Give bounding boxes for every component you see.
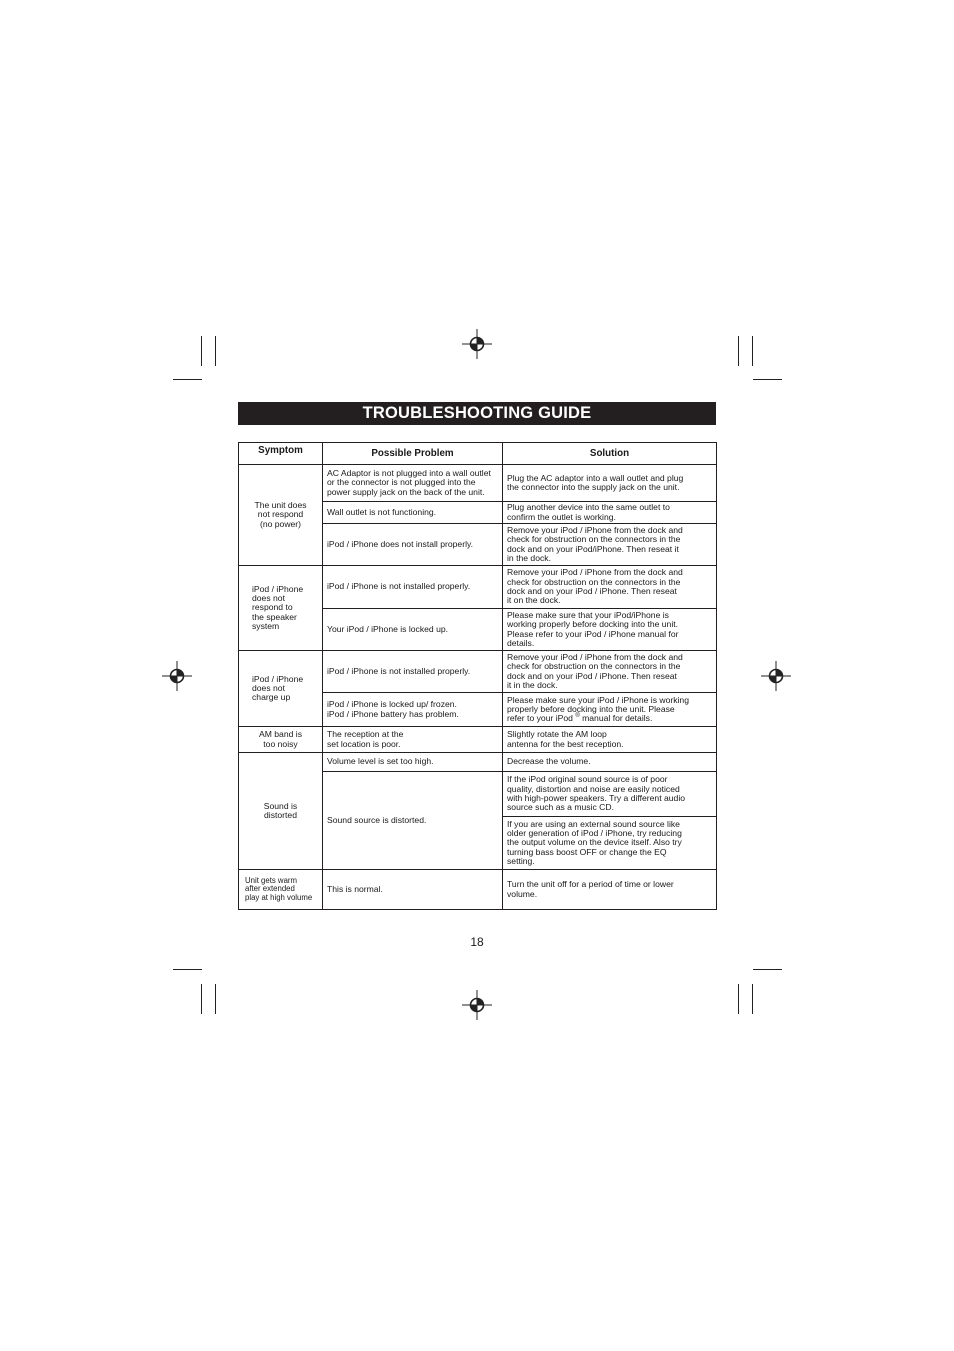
crosshair-circle-icon: [462, 329, 492, 359]
troubleshooting-table: [238, 442, 717, 910]
table-row: [239, 727, 717, 753]
header-solution: Solution: [503, 443, 717, 465]
crosshair-circle-icon: [162, 661, 192, 691]
crop-mark: [215, 336, 216, 366]
symptom-cell: iPod / iPhone does not respond to the speaker system: [239, 566, 323, 651]
problem-cell: Your iPod / iPhone is locked up.: [323, 609, 503, 651]
symptom-cell: Unit gets warm after extended play at high volume: [239, 870, 323, 910]
page-number: 18: [470, 935, 484, 949]
problem-cell: iPod / iPhone does not install properly.: [323, 524, 503, 566]
problem-cell: iPod / iPhone is locked up/ frozen. iPod / iPhone battery has problem.: [323, 693, 503, 727]
crop-mark: [215, 984, 216, 1014]
problem-cell: iPod / iPhone is not installed properly.: [323, 651, 503, 693]
crop-mark: [752, 984, 753, 1014]
solution-cell: If the iPod original sound source is of poor quality, distortion and noise are easily noticed with high-power speakers. Try a different audio source such as a music CD.: [503, 772, 717, 817]
problem-cell: AC Adaptor is not plugged into a wall outlet or the connector is not plugged into the power supply jack on the back of the unit.: [323, 465, 503, 502]
table-row: [239, 651, 717, 693]
symptom-cell: The unit does not respond (no power): [239, 465, 323, 566]
crosshair-circle-icon: [462, 990, 492, 1020]
crop-mark: [753, 379, 782, 380]
crop-mark: [173, 969, 202, 970]
problem-cell: iPod / iPhone is not installed properly.: [323, 566, 503, 609]
crop-mark: [753, 969, 782, 970]
problem-cell: This is normal.: [323, 870, 503, 910]
symptom-cell: AM band is too noisy: [239, 727, 323, 753]
solution-cell: Plug another device into the same outlet to confirm the outlet is working.: [503, 502, 717, 524]
problem-cell: Wall outlet is not functioning.: [323, 502, 503, 524]
header-possible-problem: Possible Problem: [323, 443, 503, 465]
problem-cell: The reception at the set location is poor.: [323, 727, 503, 753]
crosshair-circle-icon: [761, 661, 791, 691]
table-row: [239, 753, 717, 772]
table-row: [239, 465, 717, 502]
solution-cell: Please make sure your iPod / iPhone is working properly before docking into the unit. Please refer to your iPod ® manual for details.: [503, 693, 717, 727]
problem-cell: Sound source is distorted.: [323, 772, 503, 870]
crop-mark: [201, 984, 202, 1014]
crop-mark: [201, 336, 202, 366]
solution-cell: Slightly rotate the AM loop antenna for the best reception.: [503, 727, 717, 753]
crop-mark: [738, 984, 739, 1014]
crop-mark: [173, 379, 202, 380]
page-title: TROUBLESHOOTING GUIDE: [238, 402, 716, 425]
problem-cell: Volume level is set too high.: [323, 753, 503, 772]
crop-mark: [738, 336, 739, 366]
registered-mark: ®: [575, 713, 580, 720]
table-row: [239, 870, 717, 910]
header-symptom: Symptom: [239, 443, 323, 465]
solution-cell: Plug the AC adaptor into a wall outlet and plug the connector into the supply jack on the unit.: [503, 465, 717, 502]
solution-cell: Remove your iPod / iPhone from the dock and check for obstruction on the connectors in the dock and on your iPod/iPhone. Then reseat it in the dock.: [503, 524, 717, 566]
symptom-cell: Sound is distorted: [239, 753, 323, 870]
solution-cell: Remove your iPod / iPhone from the dock and check for obstruction on the connectors in the dock and on your iPod / iPhone. Then reseat it on the dock.: [503, 566, 717, 609]
solution-cell: Remove your iPod / iPhone from the dock and check for obstruction on the connectors in the dock and on your iPod / iPhone. Then reseat it in the dock.: [503, 651, 717, 693]
solution-cell: If you are using an external sound source like older generation of iPod / iPhone, try reducing the output volume on the device itself. Also try turning bass boost OFF or change the EQ setting.: [503, 817, 717, 870]
crop-mark: [752, 336, 753, 366]
table-row: [239, 566, 717, 609]
solution-cell: Please make sure that your iPod/iPhone is working properly before docking into the unit. Please refer to your iPod / iPhone manual for details.: [503, 609, 717, 651]
solution-cell: Decrease the volume.: [503, 753, 717, 772]
solution-cell: Turn the unit off for a period of time or lower volume.: [503, 870, 717, 910]
symptom-cell: iPod / iPhone does not charge up: [239, 651, 323, 727]
table-header-row: [239, 443, 717, 465]
